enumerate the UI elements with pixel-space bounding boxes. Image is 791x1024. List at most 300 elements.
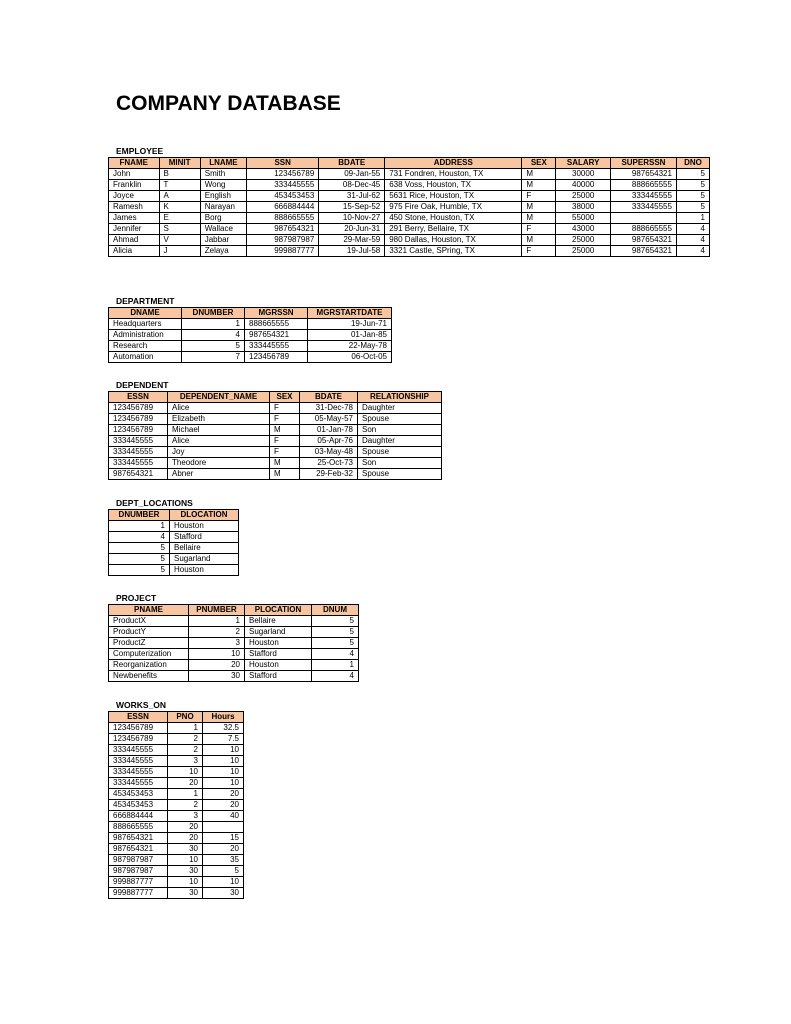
table-row — [109, 671, 359, 682]
table-cell: 20 — [203, 844, 244, 855]
table-cell: 888665555 — [610, 224, 676, 235]
table-cell: 30 — [168, 888, 203, 899]
table-cell: 1 — [189, 616, 245, 627]
column-header: DNO — [676, 158, 709, 169]
table-cell: 333445555 — [109, 778, 168, 789]
table-cell: 20 — [168, 822, 203, 833]
table-cell: 15 — [203, 833, 244, 844]
table-row — [109, 866, 244, 877]
table-cell: 1 — [676, 213, 709, 224]
table-cell: 10 — [189, 649, 245, 660]
table-name: PROJECT — [116, 593, 157, 603]
table-cell — [610, 213, 676, 224]
table-cell: Bellaire — [245, 616, 312, 627]
table-cell: Administration — [109, 330, 182, 341]
table-cell: Elizabeth — [168, 414, 270, 425]
table-cell: 5 — [676, 202, 709, 213]
table-cell: 333445555 — [610, 191, 676, 202]
table-cell: Sugarland — [170, 554, 239, 565]
table-cell: 20 — [168, 778, 203, 789]
table-cell: 4 — [182, 330, 245, 341]
table-cell: 06-Oct-05 — [308, 352, 392, 363]
table-cell: 975 Fire Oak, Humble, TX — [385, 202, 522, 213]
table-cell: 19-Jul-58 — [319, 246, 385, 257]
table-cell — [203, 822, 244, 833]
table-cell: Stafford — [245, 649, 312, 660]
table-row — [109, 447, 442, 458]
table-cell: Research — [109, 341, 182, 352]
project-table-block — [108, 593, 359, 682]
table-cell: 10 — [168, 877, 203, 888]
table-cell: Theodore — [168, 458, 270, 469]
column-header: MINIT — [159, 158, 200, 169]
column-header: LNAME — [200, 158, 246, 169]
table-cell: Ramesh — [109, 202, 160, 213]
table-cell: 4 — [676, 235, 709, 246]
table-cell: 888665555 — [247, 213, 319, 224]
table-cell: F — [522, 224, 556, 235]
table-cell: 999887777 — [247, 246, 319, 257]
table-cell: 987654321 — [610, 235, 676, 246]
table-cell: 35 — [203, 855, 244, 866]
column-header: MGRSTARTDATE — [308, 308, 392, 319]
table-cell: F — [522, 191, 556, 202]
table-row — [109, 616, 359, 627]
table-cell: Son — [358, 425, 442, 436]
table-cell: 08-Dec-45 — [319, 180, 385, 191]
table-row — [109, 403, 442, 414]
table-cell: 987654321 — [610, 246, 676, 257]
table-cell: F — [270, 414, 300, 425]
table-cell: 43000 — [556, 224, 611, 235]
table-cell: M — [522, 202, 556, 213]
table-cell: 666884444 — [109, 811, 168, 822]
table-cell: Borg — [200, 213, 246, 224]
column-header: ESSN — [109, 712, 168, 723]
table-cell: English — [200, 191, 246, 202]
table-cell: 987654321 — [109, 833, 168, 844]
table-name: DEPENDENT — [116, 380, 169, 390]
table-row — [109, 319, 392, 330]
table-cell: 731 Fondren, Houston, TX — [385, 169, 522, 180]
table-cell: Alicia — [109, 246, 160, 257]
dependent-table-block — [108, 380, 442, 480]
header-row — [109, 158, 710, 169]
table-cell: Jennifer — [109, 224, 160, 235]
table-cell: 123456789 — [109, 414, 168, 425]
table-cell: 40 — [203, 811, 244, 822]
table-cell: 453453453 — [109, 789, 168, 800]
table-cell: 2 — [168, 734, 203, 745]
table-cell: 10 — [168, 855, 203, 866]
column-header: SUPERSSN — [610, 158, 676, 169]
table-row — [109, 352, 392, 363]
column-header: DNUMBER — [182, 308, 245, 319]
table-cell: 7 — [182, 352, 245, 363]
header-row — [109, 392, 442, 403]
table-cell: 333445555 — [109, 458, 168, 469]
table-cell: 20 — [168, 833, 203, 844]
table-row — [109, 169, 710, 180]
table-cell: 7.5 — [203, 734, 244, 745]
table-cell: 3 — [168, 756, 203, 767]
table-row — [109, 532, 239, 543]
table-row — [109, 341, 392, 352]
works-on-table — [108, 711, 244, 899]
table-cell: ProductZ — [109, 638, 189, 649]
table-cell: 30 — [203, 888, 244, 899]
table-cell: 09-Jan-55 — [319, 169, 385, 180]
header-row — [109, 510, 239, 521]
table-cell: 15-Sep-52 — [319, 202, 385, 213]
table-cell: 888665555 — [245, 319, 308, 330]
table-row — [109, 789, 244, 800]
column-header: PNAME — [109, 605, 189, 616]
table-cell: 1 — [168, 789, 203, 800]
table-cell: 10 — [203, 767, 244, 778]
table-row — [109, 202, 710, 213]
table-cell: 1 — [312, 660, 359, 671]
table-cell: Houston — [245, 660, 312, 671]
table-row — [109, 767, 244, 778]
column-header: SALARY — [556, 158, 611, 169]
table-cell: 453453453 — [247, 191, 319, 202]
table-row — [109, 235, 710, 246]
table-row — [109, 213, 710, 224]
table-cell: 01-Jan-85 — [308, 330, 392, 341]
table-row — [109, 844, 244, 855]
table-cell: S — [159, 224, 200, 235]
table-row — [109, 436, 442, 447]
table-cell: 31-Dec-78 — [300, 403, 358, 414]
table-cell: Joy — [168, 447, 270, 458]
table-cell: Wallace — [200, 224, 246, 235]
table-cell: 3 — [189, 638, 245, 649]
table-cell: 29-Feb-32 — [300, 469, 358, 480]
table-cell: M — [522, 235, 556, 246]
employee-table-block — [108, 146, 710, 257]
table-cell: 10-Nov-27 — [319, 213, 385, 224]
project-table — [108, 604, 359, 682]
table-cell: V — [159, 235, 200, 246]
column-header: PNO — [168, 712, 203, 723]
table-cell: ProductX — [109, 616, 189, 627]
table-cell: Son — [358, 458, 442, 469]
table-cell: 10 — [203, 745, 244, 756]
dependent-table — [108, 391, 442, 480]
table-cell: 123456789 — [245, 352, 308, 363]
table-cell: 3 — [168, 811, 203, 822]
table-cell: 4 — [109, 532, 170, 543]
table-row — [109, 458, 442, 469]
table-cell: Newbenefits — [109, 671, 189, 682]
table-cell: Franklin — [109, 180, 160, 191]
table-cell: Abner — [168, 469, 270, 480]
table-cell: F — [270, 436, 300, 447]
table-row — [109, 833, 244, 844]
table-cell: 333445555 — [109, 436, 168, 447]
table-cell: 291 Berry, Bellaire, TX — [385, 224, 522, 235]
table-row — [109, 224, 710, 235]
table-row — [109, 565, 239, 576]
column-header: SSN — [247, 158, 319, 169]
table-cell: 5 — [312, 638, 359, 649]
table-row — [109, 425, 442, 436]
table-cell: 20 — [203, 800, 244, 811]
table-cell: Wong — [200, 180, 246, 191]
table-cell: 30 — [168, 866, 203, 877]
table-cell: 123456789 — [247, 169, 319, 180]
table-cell: 29-Mar-59 — [319, 235, 385, 246]
table-row — [109, 855, 244, 866]
column-header: ESSN — [109, 392, 168, 403]
table-cell: 10 — [203, 877, 244, 888]
table-cell: 31-Jul-62 — [319, 191, 385, 202]
table-cell: 987654321 — [245, 330, 308, 341]
table-cell: 123456789 — [109, 403, 168, 414]
table-row — [109, 543, 239, 554]
table-cell: Automation — [109, 352, 182, 363]
table-cell: Alice — [168, 403, 270, 414]
table-cell: 30 — [189, 671, 245, 682]
table-cell: 1 — [182, 319, 245, 330]
table-name: DEPT_LOCATIONS — [116, 498, 193, 508]
employee-table — [108, 157, 710, 257]
table-cell: 22-May-78 — [308, 341, 392, 352]
table-cell: 05-Apr-76 — [300, 436, 358, 447]
table-row — [109, 800, 244, 811]
dept-locations-table — [108, 509, 239, 576]
table-row — [109, 469, 442, 480]
table-cell: 888665555 — [610, 180, 676, 191]
table-cell: F — [270, 403, 300, 414]
table-cell: Stafford — [245, 671, 312, 682]
table-cell: Houston — [170, 521, 239, 532]
column-header: SEX — [270, 392, 300, 403]
table-cell: 20 — [203, 789, 244, 800]
table-cell: 3321 Castle, SPring, TX — [385, 246, 522, 257]
table-cell: E — [159, 213, 200, 224]
table-cell: 987987987 — [109, 855, 168, 866]
table-cell: 999887777 — [109, 888, 168, 899]
table-row — [109, 811, 244, 822]
table-cell: 5 — [676, 169, 709, 180]
table-row — [109, 191, 710, 202]
table-row — [109, 822, 244, 833]
table-cell: 888665555 — [109, 822, 168, 833]
table-cell: Narayan — [200, 202, 246, 213]
table-cell: James — [109, 213, 160, 224]
table-cell: Reorganization — [109, 660, 189, 671]
table-cell: 333445555 — [109, 447, 168, 458]
table-cell: K — [159, 202, 200, 213]
table-cell: John — [109, 169, 160, 180]
table-cell: 333445555 — [247, 180, 319, 191]
column-header: BDATE — [319, 158, 385, 169]
table-cell: Daughter — [358, 403, 442, 414]
table-cell: M — [522, 169, 556, 180]
table-row — [109, 734, 244, 745]
table-cell: Stafford — [170, 532, 239, 543]
table-cell: T — [159, 180, 200, 191]
column-header: PLOCATION — [245, 605, 312, 616]
table-cell: 333445555 — [610, 202, 676, 213]
table-row — [109, 330, 392, 341]
column-header: RELATIONSHIP — [358, 392, 442, 403]
table-row — [109, 756, 244, 767]
table-row — [109, 246, 710, 257]
table-cell: M — [522, 213, 556, 224]
table-cell: Sugarland — [245, 627, 312, 638]
table-cell: 5 — [312, 616, 359, 627]
table-cell: 666884444 — [247, 202, 319, 213]
table-cell: 01-Jan-78 — [300, 425, 358, 436]
table-row — [109, 649, 359, 660]
column-header: SEX — [522, 158, 556, 169]
table-cell: 123456789 — [109, 734, 168, 745]
table-cell: ProductY — [109, 627, 189, 638]
table-cell: 10 — [203, 778, 244, 789]
table-cell: 987654321 — [610, 169, 676, 180]
table-cell: 453453453 — [109, 800, 168, 811]
table-cell: 05-May-57 — [300, 414, 358, 425]
table-cell: 1 — [109, 521, 170, 532]
table-cell: 5 — [182, 341, 245, 352]
table-cell: 03-May-48 — [300, 447, 358, 458]
table-row — [109, 521, 239, 532]
table-cell: 20-Jun-31 — [319, 224, 385, 235]
table-cell: Spouse — [358, 414, 442, 425]
table-cell: 32.5 — [203, 723, 244, 734]
table-cell: Headquarters — [109, 319, 182, 330]
table-cell: 5631 Rice, Houston, TX — [385, 191, 522, 202]
table-cell: 55000 — [556, 213, 611, 224]
table-cell: 4 — [676, 246, 709, 257]
table-cell: Alice — [168, 436, 270, 447]
column-header: DEPENDENT_NAME — [168, 392, 270, 403]
table-cell: Houston — [245, 638, 312, 649]
table-cell: 5 — [109, 554, 170, 565]
table-cell: 980 Dallas, Houston, TX — [385, 235, 522, 246]
table-cell: Houston — [170, 565, 239, 576]
table-cell: 638 Voss, Houston, TX — [385, 180, 522, 191]
header-row — [109, 712, 244, 723]
table-row — [109, 778, 244, 789]
table-cell: Computerization — [109, 649, 189, 660]
table-row — [109, 660, 359, 671]
table-cell: 4 — [676, 224, 709, 235]
table-row — [109, 888, 244, 899]
table-cell: M — [522, 180, 556, 191]
dept-locations-table-block — [108, 498, 239, 576]
table-cell: 333445555 — [109, 756, 168, 767]
table-cell: 25000 — [556, 191, 611, 202]
table-cell: B — [159, 169, 200, 180]
column-header: PNUMBER — [189, 605, 245, 616]
table-row — [109, 638, 359, 649]
table-cell: 123456789 — [109, 723, 168, 734]
table-cell: Joyce — [109, 191, 160, 202]
table-name: EMPLOYEE — [116, 146, 164, 156]
table-cell: 2 — [168, 800, 203, 811]
table-cell: 5 — [203, 866, 244, 877]
table-name: DEPARTMENT — [116, 296, 175, 306]
column-header: DLOCATION — [170, 510, 239, 521]
table-cell: F — [522, 246, 556, 257]
column-header: MGRSSN — [245, 308, 308, 319]
table-cell: F — [270, 447, 300, 458]
table-cell: 30 — [168, 844, 203, 855]
table-cell: 333445555 — [109, 767, 168, 778]
department-table-block — [108, 296, 392, 363]
table-cell: 5 — [676, 191, 709, 202]
table-cell: 20 — [189, 660, 245, 671]
table-cell: 987987987 — [247, 235, 319, 246]
table-cell: 4 — [312, 649, 359, 660]
table-cell: 38000 — [556, 202, 611, 213]
table-cell: 1 — [168, 723, 203, 734]
column-header: Hours — [203, 712, 244, 723]
column-header: FNAME — [109, 158, 160, 169]
table-cell: 333445555 — [109, 745, 168, 756]
table-cell: 19-Jun-71 — [308, 319, 392, 330]
table-row — [109, 180, 710, 191]
table-cell: J — [159, 246, 200, 257]
column-header: DNAME — [109, 308, 182, 319]
table-cell: 450 Stone, Houston, TX — [385, 213, 522, 224]
table-cell: Spouse — [358, 469, 442, 480]
table-cell: Jabbar — [200, 235, 246, 246]
table-cell: 987654321 — [247, 224, 319, 235]
column-header: DNUM — [312, 605, 359, 616]
department-table — [108, 307, 392, 363]
table-cell: 987654321 — [109, 844, 168, 855]
table-cell: 987987987 — [109, 866, 168, 877]
table-cell: 5 — [312, 627, 359, 638]
header-row — [109, 605, 359, 616]
table-cell: 40000 — [556, 180, 611, 191]
table-cell: 5 — [109, 543, 170, 554]
page-title: COMPANY DATABASE — [116, 92, 341, 115]
table-cell: 123456789 — [109, 425, 168, 436]
table-cell: M — [270, 469, 300, 480]
table-cell: 333445555 — [245, 341, 308, 352]
table-cell: 987654321 — [109, 469, 168, 480]
table-row — [109, 745, 244, 756]
table-row — [109, 554, 239, 565]
table-cell: A — [159, 191, 200, 202]
table-row — [109, 627, 359, 638]
table-cell: M — [270, 458, 300, 469]
works-on-table-block — [108, 700, 244, 899]
table-cell: Michael — [168, 425, 270, 436]
column-header: ADDRESS — [385, 158, 522, 169]
table-cell: 2 — [168, 745, 203, 756]
table-cell: 2 — [189, 627, 245, 638]
table-cell: 25000 — [556, 246, 611, 257]
table-cell: 25000 — [556, 235, 611, 246]
table-cell: 5 — [676, 180, 709, 191]
table-cell: Ahmad — [109, 235, 160, 246]
table-cell: Smith — [200, 169, 246, 180]
table-cell: 30000 — [556, 169, 611, 180]
table-cell: Daughter — [358, 436, 442, 447]
table-cell: M — [270, 425, 300, 436]
column-header: BDATE — [300, 392, 358, 403]
table-cell: 999887777 — [109, 877, 168, 888]
header-row — [109, 308, 392, 319]
table-cell: 5 — [109, 565, 170, 576]
